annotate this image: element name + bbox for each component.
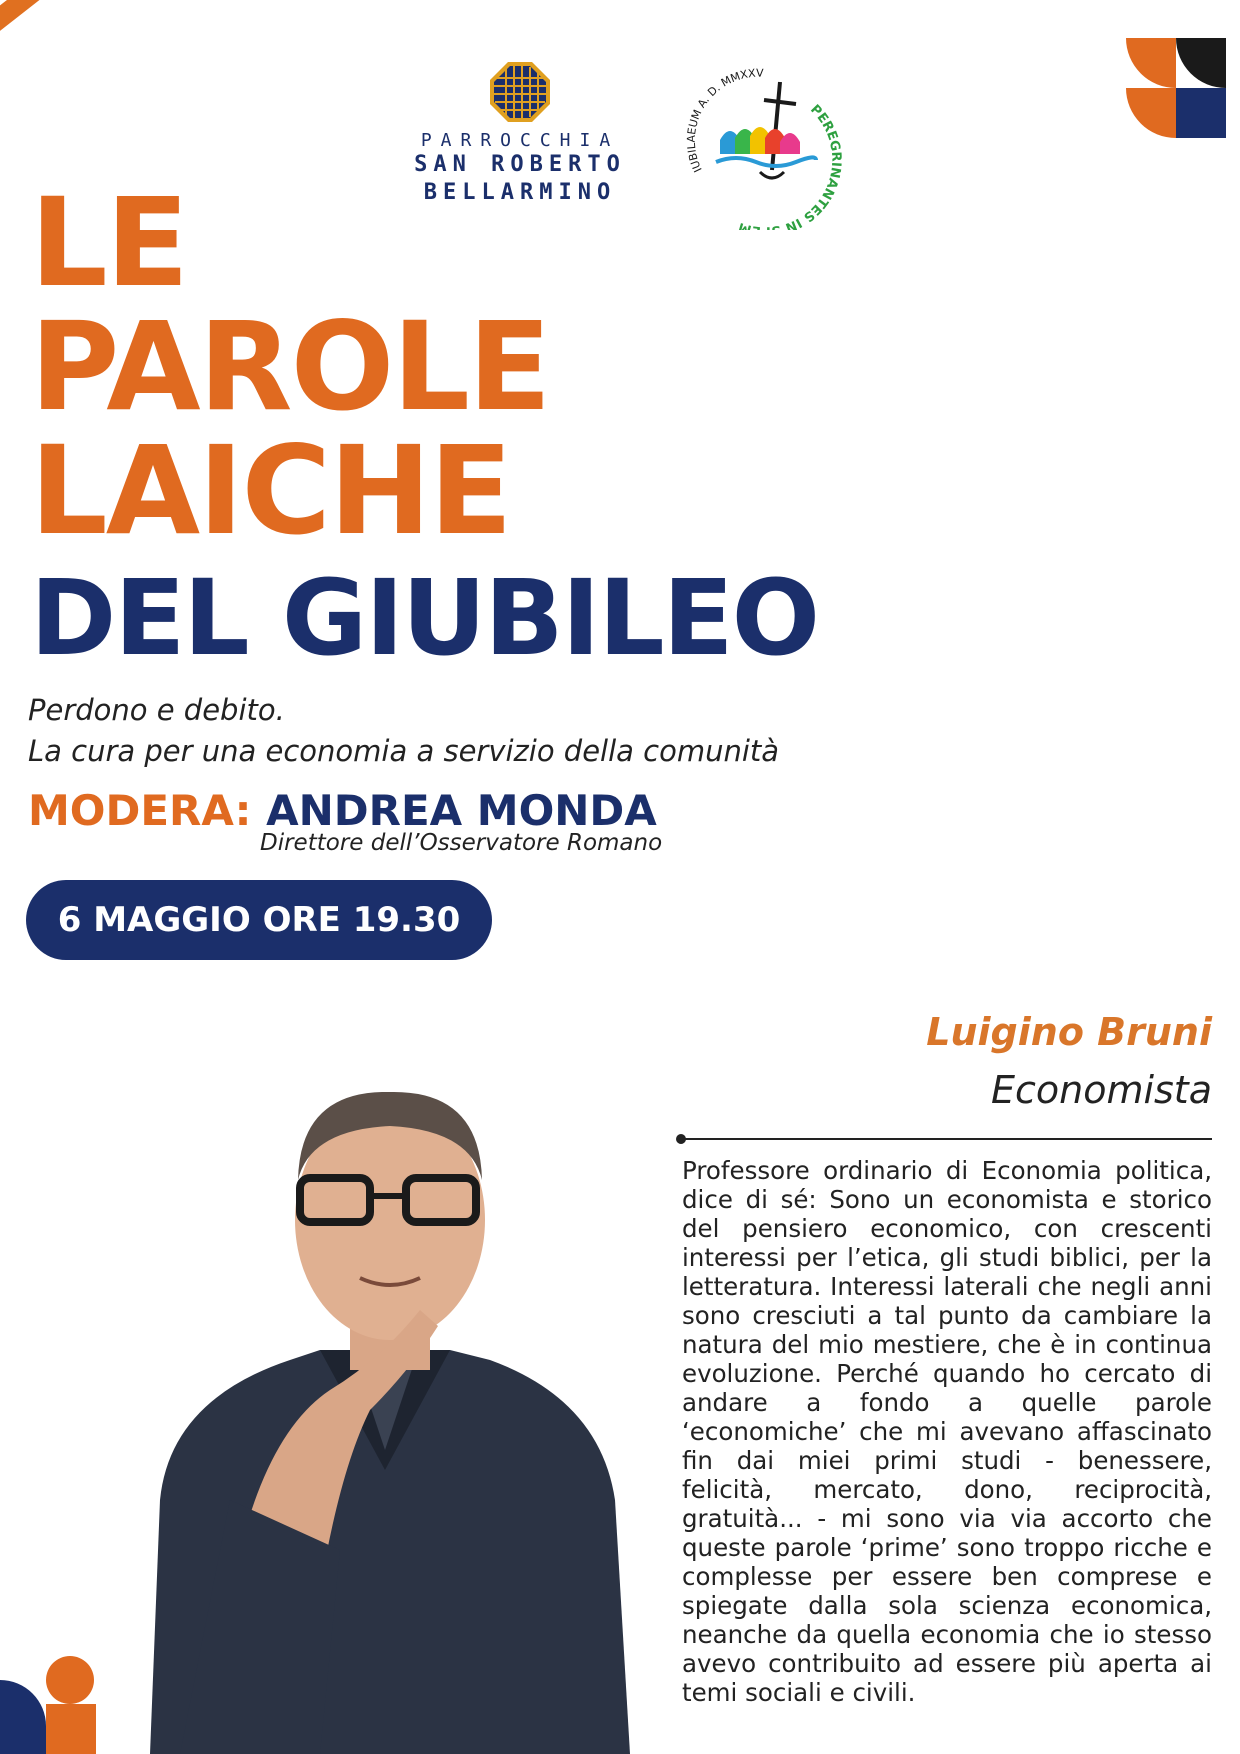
headline-line4: DEL GIUBILEO xyxy=(30,557,819,679)
speaker-photo xyxy=(120,1030,680,1754)
jubilee-logo xyxy=(680,60,850,230)
parrocchia-emblem-icon xyxy=(488,60,552,124)
jubilee-emblem-icon xyxy=(680,60,850,230)
speaker-divider xyxy=(680,1138,1212,1140)
moderator-label: MODERA: xyxy=(28,786,252,835)
moderator-name: ANDREA MONDA xyxy=(266,786,657,835)
headline-line1: LE xyxy=(30,172,188,314)
speaker-bio: Professore ordinario di Economia politica, dice di sé: Sono un economista e storico del pensiero economico, con crescenti interessi per l’etica, gli studi biblici, per la letteratura. Interessi laterali che negli anni sono cresciuti a tal punto da cambiare la natura del mio mestiere, che è in continua evoluzione. Perché quando ho cercato di andare a fondo a quelle parole ‘economiche’ che mi avevano affascinato fin dai miei primi studi - benessere, felicità, mercato, dono, reciprocità, gratuità... - mi sono via via accorto che queste parole ‘prime’ sono troppo ricche e complesse per essere ben comprese e spiegate dalla sola scienza economica, neanche da quella economia che io stesso avevo contribuito ad essere più aperta ai temi sociali e civili. xyxy=(682,1156,1212,1707)
corner-shapes-decoration xyxy=(1126,38,1226,138)
jubilee-motto: PEREGRINANTES IN S M xyxy=(736,102,844,230)
corner-stripe-decoration xyxy=(0,0,183,73)
subtitle-line1: Perdono e debito. xyxy=(28,693,285,727)
headline-line2: PAROLE xyxy=(30,296,550,438)
moderator-line xyxy=(28,786,657,835)
moderator-role: Direttore dell’Osservatore Romano xyxy=(260,830,663,856)
bottom-corner-shapes-decoration xyxy=(0,1656,96,1754)
parish-line1: PARROCCHIA xyxy=(420,130,620,151)
event-date-badge: 6 MAGGIO ORE 19.30 xyxy=(26,880,492,960)
event-subtitle xyxy=(28,690,779,772)
parish-line2: SAN ROBERTO xyxy=(414,152,626,177)
jubilee-arc-text: IUBILAEUM A. D. MMXXV xyxy=(684,66,764,175)
subtitle-line2: La cura per una economia a servizio della comunità xyxy=(28,734,780,768)
parrocchia-logo xyxy=(380,60,660,230)
headline-line3: LAICHE xyxy=(30,420,511,562)
parish-line3: BELLARMINO xyxy=(423,180,617,205)
speaker-role: Economista xyxy=(990,1068,1212,1112)
speaker-name: Luigino Bruni xyxy=(926,1010,1212,1054)
